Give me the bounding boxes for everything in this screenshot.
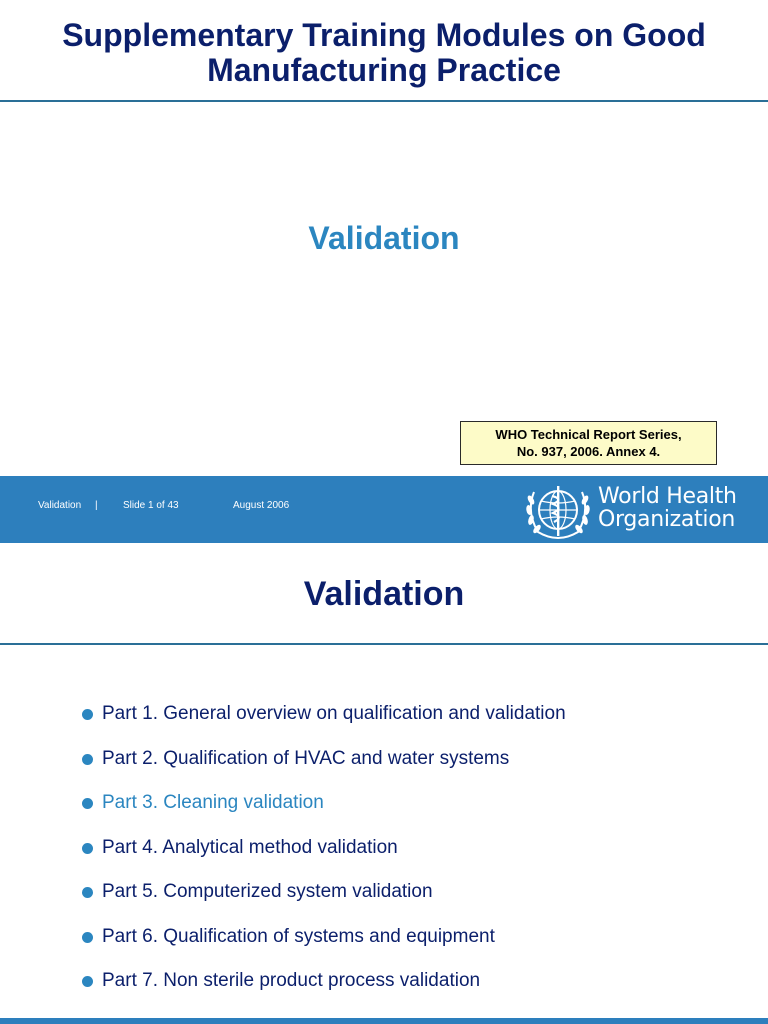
module-list [80, 699, 566, 1011]
organization-line: Organization [598, 507, 736, 532]
who-emblem-icon [522, 482, 594, 540]
slide-2 [0, 543, 768, 1024]
bullet-icon [82, 932, 93, 943]
footer-slide-number: Slide 1 of 43 [123, 500, 179, 511]
list-item [80, 966, 566, 1011]
reference-box [460, 421, 717, 465]
bullet-icon [82, 754, 93, 765]
list-item [80, 877, 566, 922]
list-item-label: Part 1. General overview on qualification and validation [102, 703, 566, 724]
bullet-icon [82, 887, 93, 898]
list-item [80, 922, 566, 967]
list-item-label: Part 5. Computerized system validation [102, 881, 433, 902]
bullet-icon [82, 709, 93, 720]
list-item [80, 744, 566, 789]
slide-footer [0, 476, 768, 543]
bottom-bar [0, 1018, 768, 1024]
bullet-icon [82, 976, 93, 987]
footer-date: August 2006 [233, 500, 290, 511]
title-divider [0, 100, 768, 102]
footer-section: Validation [38, 500, 82, 511]
footer-separator: | [95, 500, 98, 511]
reference-line: WHO Technical Report Series, [495, 427, 682, 442]
list-item-label: Part 2. Qualification of HVAC and water systems [102, 747, 510, 769]
list-item [80, 699, 566, 744]
list-item-label: Part 7. Non sterile product process validation [102, 970, 481, 991]
who-wordmark [598, 485, 737, 531]
reference-line: No. 937, 2006. Annex 4. [516, 444, 661, 459]
slide-subtitle: Validation [308, 220, 460, 256]
slide-title: Supplementary Training Modules on Good Manufacturing Practice [62, 17, 706, 88]
bullet-icon [82, 798, 93, 809]
slide-title: Validation [303, 575, 465, 613]
list-item [80, 833, 566, 878]
list-item-label: Part 4. Analytical method validation [102, 836, 398, 858]
list-item-label: Part 6. Qualification of systems and equipment [102, 925, 495, 947]
list-item-label: Part 3. Cleaning validation [102, 792, 324, 813]
list-item [80, 788, 566, 833]
organization-line: World Health [598, 484, 737, 509]
title-divider [0, 643, 768, 645]
bullet-icon [82, 843, 93, 854]
